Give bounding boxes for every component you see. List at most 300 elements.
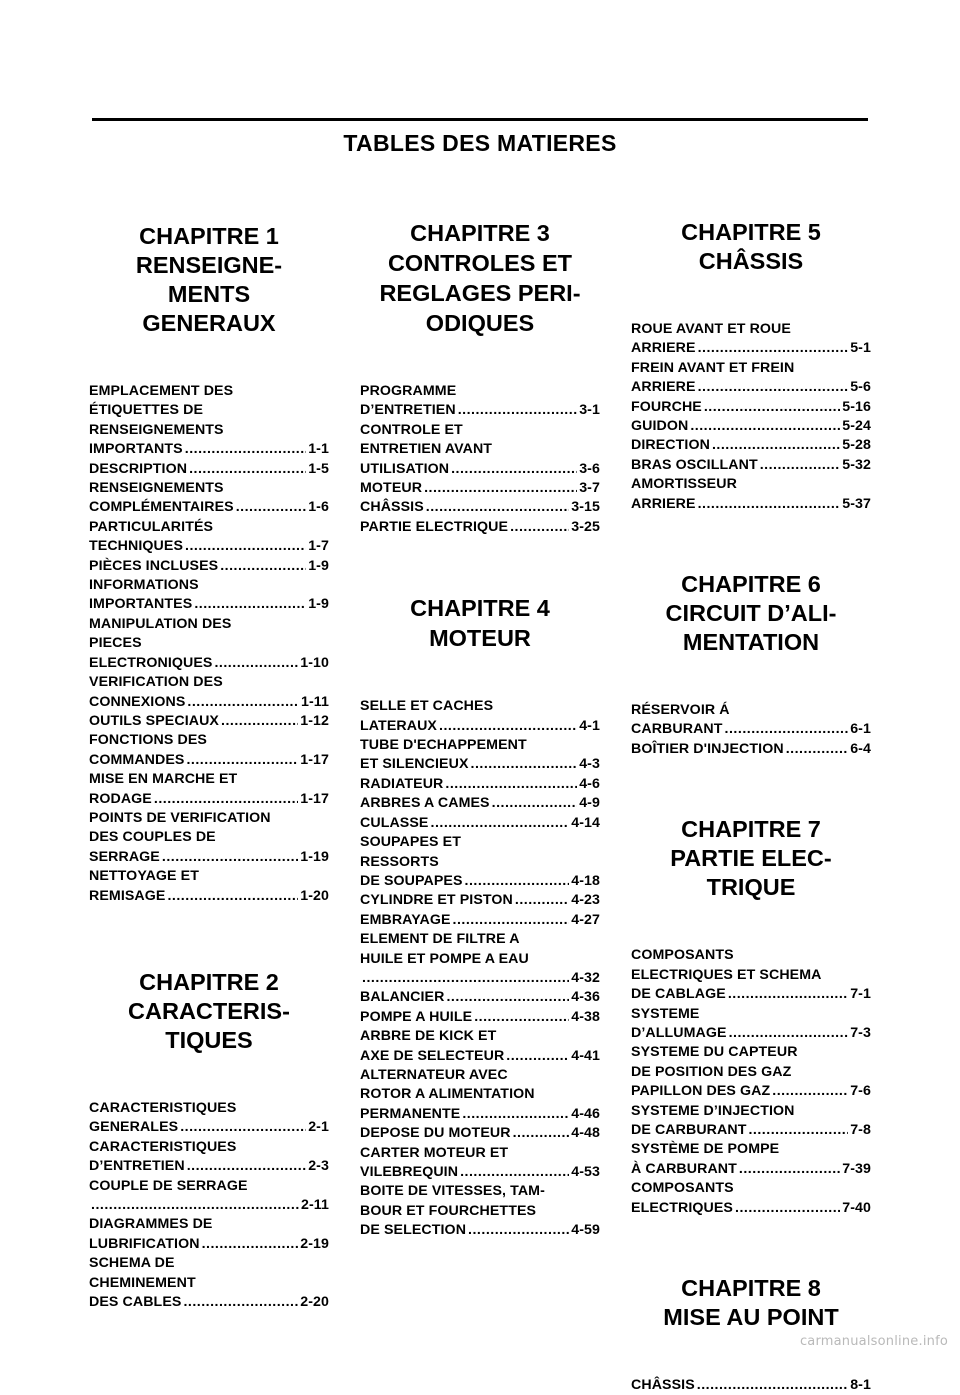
chapter-heading-line: CHAPITRE 4 (410, 595, 550, 622)
chapter-heading-line: CHAPITRE 3 (410, 220, 550, 246)
toc-entry-title-line: COUPLE DE SERRAGE (89, 1177, 248, 1194)
toc-column-2 (360, 218, 600, 1241)
toc-entry-title-line: CONTROLE ET (360, 421, 463, 438)
chapter-heading-line: MENTATION (682, 629, 820, 656)
toc-entry-leader-line (89, 790, 329, 809)
toc-entry[interactable] (631, 1043, 871, 1082)
toc-entry-page: 7-39 (842, 1160, 871, 1177)
toc-entry-title: COMMANDES (89, 751, 185, 768)
toc-entry-leader-line (631, 417, 871, 436)
dot-leader (236, 498, 306, 517)
toc-entry-leader-line (89, 712, 329, 731)
toc-entry[interactable] (360, 518, 600, 537)
chapter-section (360, 218, 600, 537)
dot-leader (154, 790, 298, 809)
watermark: carmanualsonline.info (799, 1334, 948, 1349)
toc-entry[interactable] (89, 673, 329, 712)
toc-entry-title: ARBRES A CAMES (360, 795, 490, 812)
toc-entry[interactable] (360, 1124, 600, 1143)
toc-entry-leader-line (360, 814, 600, 833)
page-title: TABLES DES MATIERES (343, 130, 617, 156)
toc-entry-title: COMPLÉMENTAIRES (89, 499, 234, 516)
toc-entry-page: 5-16 (842, 398, 871, 415)
toc-entry-page: 4-27 (571, 911, 600, 928)
toc-entry[interactable] (89, 867, 329, 906)
toc-entry[interactable] (360, 833, 600, 891)
toc-entry-title: D’ENTRETIEN (89, 1158, 185, 1175)
toc-entry-leader-line (89, 440, 329, 459)
toc-entry-page: 8-1 (850, 1376, 871, 1393)
dot-leader (474, 1008, 569, 1027)
dot-leader (506, 1047, 569, 1066)
toc-entry[interactable] (89, 770, 329, 809)
toc-entry[interactable] (631, 456, 871, 475)
toc-entry-title: BALANCIER (360, 989, 445, 1006)
dot-leader (460, 1163, 569, 1182)
toc-entry-title: DE CABLAGE (631, 986, 726, 1003)
toc-entry-page: 4-41 (571, 1047, 600, 1064)
toc-entry-title: UTILISATION (360, 460, 450, 477)
toc-entry-title: À CARBURANT (631, 1160, 737, 1177)
toc-entry-page: 7-3 (850, 1024, 871, 1041)
toc-entry-title-line: FONCTIONS DES (89, 732, 207, 749)
toc-entry-leader-line (89, 1293, 329, 1312)
toc-entry[interactable] (360, 1066, 600, 1124)
toc-entry[interactable] (89, 1138, 329, 1177)
dot-leader (471, 755, 578, 774)
toc-entry[interactable] (360, 988, 600, 1007)
toc-entry-leader-line (631, 1199, 871, 1218)
chapter-heading (631, 218, 871, 276)
toc-entry[interactable] (89, 576, 329, 615)
dot-leader (202, 1235, 299, 1254)
chapter-heading-line: CHAPITRE 5 (681, 219, 821, 245)
toc-entry-leader-line (89, 1196, 329, 1215)
chapter-section (89, 968, 329, 1312)
dot-leader (162, 848, 298, 867)
toc-entry[interactable] (360, 421, 600, 479)
toc-entry-title: CULASSE (360, 814, 429, 831)
chapter-heading-line: ODIQUES (425, 310, 535, 336)
toc-entry-title-line: CARACTERISTIQUES (89, 1099, 237, 1116)
toc-entry-page: 5-37 (842, 495, 871, 512)
toc-entry-leader-line (631, 1376, 871, 1395)
toc-entry-leader-line (631, 398, 871, 417)
toc-entry-title-line: PIECES (89, 635, 142, 652)
toc-entry-title-line: ENTRETIEN AVANT (360, 441, 493, 458)
toc-entry[interactable] (631, 1179, 871, 1218)
dot-leader (431, 814, 570, 833)
toc-entry-list (631, 320, 871, 514)
toc-entry-title: CARBURANT (631, 721, 723, 738)
toc-entry-title-line: INFORMATIONS (89, 577, 199, 594)
toc-entry[interactable] (631, 1140, 871, 1179)
toc-entry-leader-line (360, 498, 600, 517)
toc-entry-title: RODAGE (89, 790, 152, 807)
dot-leader (446, 988, 569, 1007)
toc-entry-page: 1-1 (308, 441, 329, 458)
toc-entry-page: 1-10 (300, 654, 329, 671)
toc-entry-leader-line (89, 1157, 329, 1176)
toc-entry-leader-line (631, 720, 871, 739)
toc-entry-title: DE CARBURANT (631, 1121, 747, 1138)
dot-leader (712, 436, 840, 455)
dot-leader (220, 557, 306, 576)
toc-entry[interactable] (89, 1254, 329, 1312)
toc-entry-title-line: EMPLACEMENT DES (89, 383, 234, 399)
dot-leader (214, 654, 298, 673)
toc-entry-title-line: HUILE ET POMPE A EAU (360, 950, 529, 967)
chapter-heading-line: MENTS (167, 281, 251, 307)
toc-entry-title: IMPORTANTS (89, 441, 183, 458)
toc-entry-title: LUBRIFICATION (89, 1235, 200, 1252)
toc-entry[interactable] (360, 697, 600, 736)
chapter-section (631, 815, 871, 1218)
toc-entry-page: 4-14 (571, 814, 600, 831)
toc-entry-leader-line (360, 1124, 600, 1143)
toc-entry-title: SERRAGE (89, 848, 160, 865)
dot-leader (690, 417, 840, 436)
chapter-heading (631, 1274, 871, 1332)
dot-leader (445, 775, 577, 794)
dot-leader (194, 595, 306, 614)
toc-entry-title-line: PROGRAMME (360, 383, 457, 399)
toc-entry-title-line: NETTOYAGE ET (89, 868, 199, 885)
chapter-heading (360, 218, 600, 338)
chapter-heading-line: PARTIE ELEC- (670, 845, 832, 872)
toc-entry-title: CHÂSSIS (631, 1376, 695, 1393)
toc-entry-title-line: DIAGRAMMES DE (89, 1216, 213, 1233)
toc-entry-title-line: CARACTERISTIQUES (89, 1138, 237, 1155)
toc-entry[interactable] (360, 479, 600, 498)
toc-entry[interactable] (89, 712, 329, 731)
toc-entry-title-line: CHEMINEMENT (89, 1274, 196, 1291)
toc-entry-leader-line (360, 1008, 600, 1027)
chapter-heading (631, 570, 871, 657)
toc-entry-leader-line (89, 537, 329, 556)
toc-entry-page: 5-24 (842, 418, 871, 435)
toc-entry-page: 4-59 (571, 1222, 600, 1239)
toc-entry-title: RADIATEUR (360, 775, 444, 792)
toc-entry[interactable] (360, 1144, 600, 1183)
toc-entry-page: 4-3 (579, 756, 600, 773)
toc-entry-title: CONNEXIONS (89, 693, 186, 710)
dot-leader (453, 911, 570, 930)
toc-entry-leader-line (360, 872, 600, 891)
toc-entry-leader-line (89, 595, 329, 614)
dot-leader (465, 872, 570, 891)
dot-leader (698, 339, 849, 358)
toc-entry-leader-line (89, 654, 329, 673)
toc-entry-leader-line (360, 775, 600, 794)
toc-entry-title: PERMANENTE (360, 1105, 461, 1122)
toc-entry-title: LATERAUX (360, 717, 437, 734)
dot-leader (439, 717, 577, 736)
dot-leader (735, 1199, 840, 1218)
toc-entry-title-line: RESSORTS (360, 853, 439, 870)
toc-entry-title: EMBRAYAGE (360, 911, 451, 928)
dot-leader (698, 495, 841, 514)
toc-entry-title-line: ELECTRIQUES ET SCHEMA (631, 966, 822, 983)
toc-entry-page: 1-5 (308, 460, 329, 477)
toc-entry[interactable] (89, 1215, 329, 1254)
toc-entry[interactable] (360, 382, 600, 421)
toc-entry[interactable] (360, 794, 600, 813)
chapter-heading-line: CONTROLES ET (387, 250, 573, 276)
toc-entry-page: 5-32 (842, 456, 871, 473)
toc-entry-page: 4-53 (571, 1164, 600, 1180)
toc-entry-title: IMPORTANTES (89, 596, 193, 613)
toc-entry[interactable] (360, 814, 600, 833)
toc-entry[interactable] (360, 1182, 600, 1240)
toc-entry-title: ELECTRONIQUES (89, 654, 213, 671)
toc-entry-title-line: PARTICULARITÉS (89, 518, 214, 535)
dot-leader (187, 1157, 306, 1176)
toc-entry-title-line: MISE EN MARCHE ET (89, 771, 238, 788)
toc-entry-leader-line (360, 969, 600, 988)
chapter-gap (360, 537, 600, 593)
toc-entry-title-line: SELLE ET CACHES (360, 698, 494, 715)
toc-entry-page: 1-6 (308, 499, 329, 516)
toc-entry-page: 1-17 (300, 790, 329, 807)
toc-entry-title: D’ALLUMAGE (631, 1024, 727, 1041)
toc-entry-leader-line (631, 339, 871, 358)
dot-leader (772, 1082, 848, 1101)
toc-entry[interactable] (631, 701, 871, 740)
chapter-heading-line: CHAPITRE 7 (681, 816, 821, 843)
toc-entry-title-line: POINTS DE VERIFICATION (89, 809, 271, 826)
dot-leader (739, 1160, 840, 1179)
toc-entry-title-line: FREIN AVANT ET FREIN (631, 359, 795, 376)
toc-entry-title: BOÎTIER D'INJECTION (631, 740, 784, 757)
toc-entry[interactable] (360, 775, 600, 794)
toc-entry-title-line: CARTER MOTEUR ET (360, 1144, 509, 1161)
toc-entry[interactable] (89, 518, 329, 557)
toc-entry-leader-line (360, 911, 600, 930)
toc-entry-leader-line (89, 1235, 329, 1254)
chapter-heading-line: MISE AU POINT (663, 1303, 839, 1330)
toc-entry[interactable] (631, 359, 871, 398)
toc-entry[interactable] (360, 1027, 600, 1066)
toc-entry-leader-line (631, 1160, 871, 1179)
toc-column-1 (89, 222, 329, 1312)
toc-entry[interactable] (360, 930, 600, 988)
dot-leader (189, 460, 306, 479)
toc-entry-page: 1-9 (308, 596, 329, 613)
chapter-heading-line: CIRCUIT D’ALI- (665, 600, 837, 627)
dot-leader (462, 1105, 569, 1124)
toc-entry-leader-line (631, 985, 871, 1004)
dot-leader (510, 518, 569, 537)
toc-entry-page: 6-1 (850, 721, 871, 738)
toc-entry-list (631, 701, 871, 759)
toc-entry-page: 2-19 (300, 1235, 329, 1252)
toc-entry-list (89, 1099, 329, 1312)
toc-entry-leader-line (360, 755, 600, 774)
toc-entry-title: PARTIE ELECTRIQUE (360, 518, 509, 535)
toc-entry-title: FOURCHE (631, 398, 702, 415)
toc-entry-page: 2-3 (308, 1158, 329, 1175)
dot-leader (704, 398, 840, 417)
toc-entry-title: DES CABLES (89, 1294, 182, 1311)
toc-entry-page: 5-1 (850, 340, 871, 357)
toc-entry-page: 4-46 (571, 1105, 600, 1122)
toc-entry-title-line: SYSTEME D’INJECTION (631, 1102, 795, 1119)
dot-leader (515, 891, 569, 910)
toc-entry-title-line: COMPOSANTS (631, 947, 734, 964)
chapter-heading (89, 222, 329, 338)
toc-entry-page: 4-48 (571, 1125, 600, 1142)
chapter-heading-line: CARACTERIS- (128, 997, 290, 1024)
toc-entry-leader-line (631, 436, 871, 455)
toc-entry-page: 2-1 (308, 1119, 329, 1136)
toc-entry-page: 1-9 (308, 557, 329, 574)
toc-entry-title-line: BOITE DE VITESSES, TAM- (360, 1183, 545, 1200)
toc-entry[interactable] (89, 1177, 329, 1216)
toc-entry[interactable] (631, 740, 871, 759)
chapter-heading-line: CHÂSSIS (698, 248, 804, 274)
chapter-heading-line: RENSEIGNE- (135, 252, 283, 278)
toc-entry[interactable] (89, 615, 329, 673)
toc-entry[interactable] (89, 731, 329, 770)
dot-leader (748, 1121, 848, 1140)
chapter-section (631, 218, 871, 514)
toc-entry-page: 1-17 (300, 751, 329, 768)
toc-entry-title: OUTILS SPECIAUX (89, 712, 219, 729)
toc-entry[interactable] (89, 557, 329, 576)
toc-entry-page: 1-20 (300, 887, 329, 904)
toc-entry-title: BRAS OSCILLANT (631, 456, 758, 473)
toc-entry-leader-line (631, 1082, 871, 1101)
toc-entry-page: 7-40 (842, 1199, 871, 1216)
chapter-gap (631, 1218, 871, 1274)
toc-entry[interactable] (89, 809, 329, 867)
dot-leader (458, 401, 577, 420)
toc-entry[interactable] (631, 946, 871, 1004)
toc-entry[interactable] (631, 1102, 871, 1141)
toc-entry-page: 4-38 (571, 1008, 600, 1025)
toc-entry-title-line: BOUR ET FOURCHETTES (360, 1202, 537, 1219)
dot-leader (426, 498, 569, 517)
toc-entry-title-line: COMPOSANTS (631, 1180, 734, 1197)
dot-leader (183, 1293, 298, 1312)
toc-entry-title: GENERALES (89, 1119, 179, 1136)
toc-entry-page: 1-11 (300, 693, 329, 710)
toc-entry-title: PAPILLON DES GAZ (631, 1083, 771, 1100)
toc-entry-leader-line (360, 891, 600, 910)
toc-entry-leader-line (360, 401, 600, 420)
chapter-heading-line: MOTEUR (429, 625, 531, 652)
dot-leader (513, 1124, 570, 1143)
toc-entry[interactable] (631, 417, 871, 436)
toc-entry-page: 3-6 (579, 460, 600, 477)
toc-entry[interactable] (631, 320, 871, 359)
dot-leader (786, 740, 849, 759)
toc-entry-page: 7-6 (850, 1083, 871, 1100)
toc-entry-page: 4-36 (571, 989, 600, 1006)
toc-entry-leader-line (360, 794, 600, 813)
toc-entry[interactable] (89, 460, 329, 479)
toc-entry[interactable] (631, 1376, 871, 1395)
toc-entry-page: 7-8 (850, 1121, 871, 1138)
toc-entry-page: 5-6 (850, 379, 871, 396)
toc-entry-leader-line (89, 460, 329, 479)
toc-entry-title-line: SOUPAPES ET (360, 834, 461, 851)
toc-entry-leader-line (631, 1121, 871, 1140)
toc-entry-leader-line (89, 751, 329, 770)
toc-entry-leader-line (360, 1105, 600, 1124)
toc-entry-title-line: SYSTÈME DE POMPE (631, 1141, 780, 1158)
toc-entry-title-line: RENSEIGNEMENTS (89, 480, 224, 497)
toc-entry-leader-line (360, 988, 600, 1007)
toc-entry-page: 3-1 (579, 402, 600, 419)
toc-entry-leader-line (89, 1118, 329, 1137)
toc-entry-leader-line (631, 1024, 871, 1043)
toc-entry-title: ELECTRIQUES (631, 1199, 733, 1216)
toc-entry[interactable] (89, 1099, 329, 1138)
toc-entry[interactable] (89, 382, 329, 460)
toc-entry[interactable] (631, 436, 871, 455)
dot-leader (697, 1376, 848, 1395)
toc-entry[interactable] (631, 1005, 871, 1044)
dot-leader (185, 440, 306, 459)
toc-entry-leader-line (631, 495, 871, 514)
toc-entry[interactable] (360, 911, 600, 930)
toc-entry-page: 7-1 (850, 986, 871, 1003)
chapter-gap (631, 759, 871, 815)
toc-entry-list (631, 946, 871, 1218)
toc-entry-list (360, 382, 600, 537)
toc-entry[interactable] (360, 736, 600, 775)
toc-entry-title-line: ÉTIQUETTES DE (89, 402, 204, 419)
dot-leader (185, 537, 306, 556)
dot-leader (468, 1221, 569, 1240)
toc-entry-title-line: ARBRE DE KICK ET (360, 1028, 497, 1045)
chapter-gap (89, 906, 329, 968)
toc-entry-page: 2-20 (300, 1294, 329, 1311)
toc-entry-title: AXE DE SELECTEUR (360, 1047, 505, 1064)
toc-entry[interactable] (89, 479, 329, 518)
toc-entry-leader-line (631, 378, 871, 397)
toc-entry-leader-line (89, 557, 329, 576)
dot-leader (91, 1196, 299, 1215)
toc-entry-title-line: ALTERNATEUR AVEC (360, 1066, 508, 1083)
toc-entry-title: ARRIERE (631, 340, 696, 357)
toc-entry-leader-line (631, 740, 871, 759)
toc-entry-title-line: DES COUPLES DE (89, 829, 216, 846)
toc-entry[interactable] (360, 891, 600, 910)
toc-entry[interactable] (631, 1082, 871, 1101)
toc-entry-title-line: AMORTISSEUR (631, 476, 737, 493)
toc-entry-page: 5-28 (842, 437, 871, 454)
chapter-gap (631, 514, 871, 570)
chapter-heading-line: TRIQUE (706, 874, 796, 901)
toc-entry[interactable] (360, 1008, 600, 1027)
toc-entry[interactable] (631, 475, 871, 514)
toc-entry-page: 4-32 (571, 969, 600, 986)
chapter-section (360, 593, 600, 1240)
toc-entry-title: DESCRIPTION (89, 460, 188, 477)
toc-entry-title: CHÂSSIS (360, 499, 424, 516)
dot-leader (186, 751, 298, 770)
toc-entry[interactable] (360, 498, 600, 517)
toc-entry-leader-line (89, 887, 329, 906)
chapter-heading (360, 593, 600, 653)
dot-leader (698, 378, 849, 397)
toc-entry[interactable] (631, 398, 871, 417)
dot-leader (221, 712, 298, 731)
toc-entry-list (89, 382, 329, 906)
